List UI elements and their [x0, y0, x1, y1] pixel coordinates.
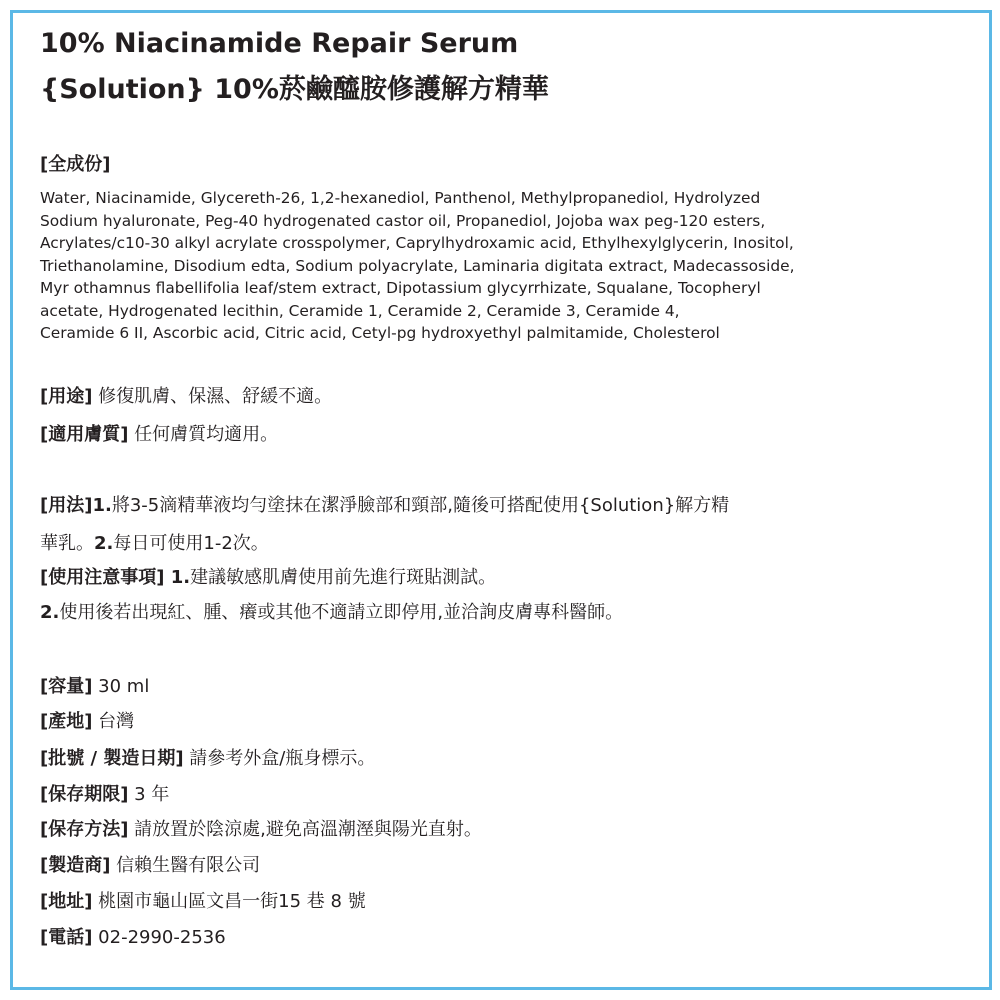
- caution-label: [使用注意事項]: [40, 567, 165, 588]
- method-step1-text: 將3-5滴精華液均勻塗抹在潔淨臉部和頸部,隨後可搭配使用{Solution}解方精: [111, 495, 730, 516]
- storage-text: 請放置於陰涼處,避免高溫潮溼與陽光直射。: [128, 819, 482, 840]
- origin-text: 台灣: [92, 711, 135, 732]
- manufacturer-label: [製造商]: [40, 855, 111, 876]
- batch-text: 請參考外盒/瓶身標示。: [183, 748, 376, 769]
- volume-label: [容量]: [40, 676, 93, 697]
- shelf-life-text: 3 年: [128, 784, 170, 805]
- caution-item1-text: 建議敏感肌膚使用前先進行斑貼測試。: [190, 567, 497, 588]
- skin-type-label: [適用膚質]: [40, 424, 129, 445]
- manufacturer-line: [40, 857, 260, 875]
- storage-line: [40, 821, 482, 839]
- batch-line: [40, 750, 375, 768]
- volume-text: 30 ml: [92, 676, 150, 697]
- usage-label: [用途]: [40, 386, 93, 407]
- address-line: [40, 893, 366, 911]
- method-line-1: [40, 497, 729, 515]
- manufacturer-text: 信賴生醫有限公司: [110, 855, 261, 876]
- caution-item1-num: 1.: [164, 567, 191, 588]
- origin-label: [產地]: [40, 711, 93, 732]
- caution-line-1: [40, 569, 496, 587]
- method-label: [用法]: [40, 495, 93, 516]
- caution-item2-text: 使用後若出現紅、腫、癢或其他不適請立即停用,並洽詢皮膚專科醫師。: [59, 602, 624, 623]
- usage-text: 修復肌膚、保濕、舒緩不適。: [92, 386, 333, 407]
- product-title-en: 10% Niacinamide Repair Serum: [40, 28, 519, 59]
- shelf-life-label: [保存期限]: [40, 784, 129, 805]
- address-label: [地址]: [40, 891, 93, 912]
- storage-label: [保存方法]: [40, 819, 129, 840]
- skin-type-line: [40, 426, 278, 444]
- ingredients-label: [全成份]: [40, 154, 111, 175]
- method-line-2: [40, 535, 269, 553]
- method-step2-text: 每日可使用1-2次。: [113, 533, 269, 554]
- phone-line: [40, 929, 226, 947]
- caution-line-2: [40, 604, 623, 622]
- batch-label: [批號 / 製造日期]: [40, 748, 184, 769]
- shelf-life-line: [40, 786, 169, 804]
- skin-type-text: 任何膚質均適用。: [128, 424, 279, 445]
- product-title-zh: {Solution} 10%菸鹼醯胺修護解方精華: [40, 74, 549, 105]
- address-text: 桃園市龜山區文昌一街15 巷 8 號: [92, 891, 366, 912]
- method-step1-cont: 華乳。: [40, 533, 94, 554]
- caution-item2-num: 2.: [40, 602, 60, 623]
- volume-line: [40, 678, 149, 696]
- usage-line: [40, 388, 332, 406]
- phone-label: [電話]: [40, 927, 93, 948]
- origin-line: [40, 713, 134, 731]
- phone-text: 02-2990-2536: [92, 927, 226, 948]
- method-step2-num: 2.: [94, 533, 114, 554]
- ingredients-text: Water, Niacinamide, Glycereth-26, 1,2-hexanediol, Panthenol, Methylpropanediol, Hydrolyzed Sodium hyaluronate, Peg-40 hydrogenated castor oil, Propanediol, Jojoba wax peg-120 esters, Acrylates/c10-30 alkyl acrylate crosspolymer, Caprylhydroxamic acid, Ethylhexylglycerin, Inositol, Triethanolamine, Disodium edta, Sodium polyacrylate, Laminaria digitata extract, Madecassoside, Myr othamnus flabellifolia leaf/stem extract, Dipotassium glycyrrhizate, Squalane, Tocopheryl acetate, Hydrogenated lecithin, Ceramide 1, Ceramide 2, Ceramide 3, Ceramide 4, Ceramide 6 II, Ascorbic acid, Citric acid, Cetyl-pg hydroxyethyl palmitamide, Cholesterol: [40, 189, 795, 342]
- method-step1-num: 1.: [92, 495, 112, 516]
